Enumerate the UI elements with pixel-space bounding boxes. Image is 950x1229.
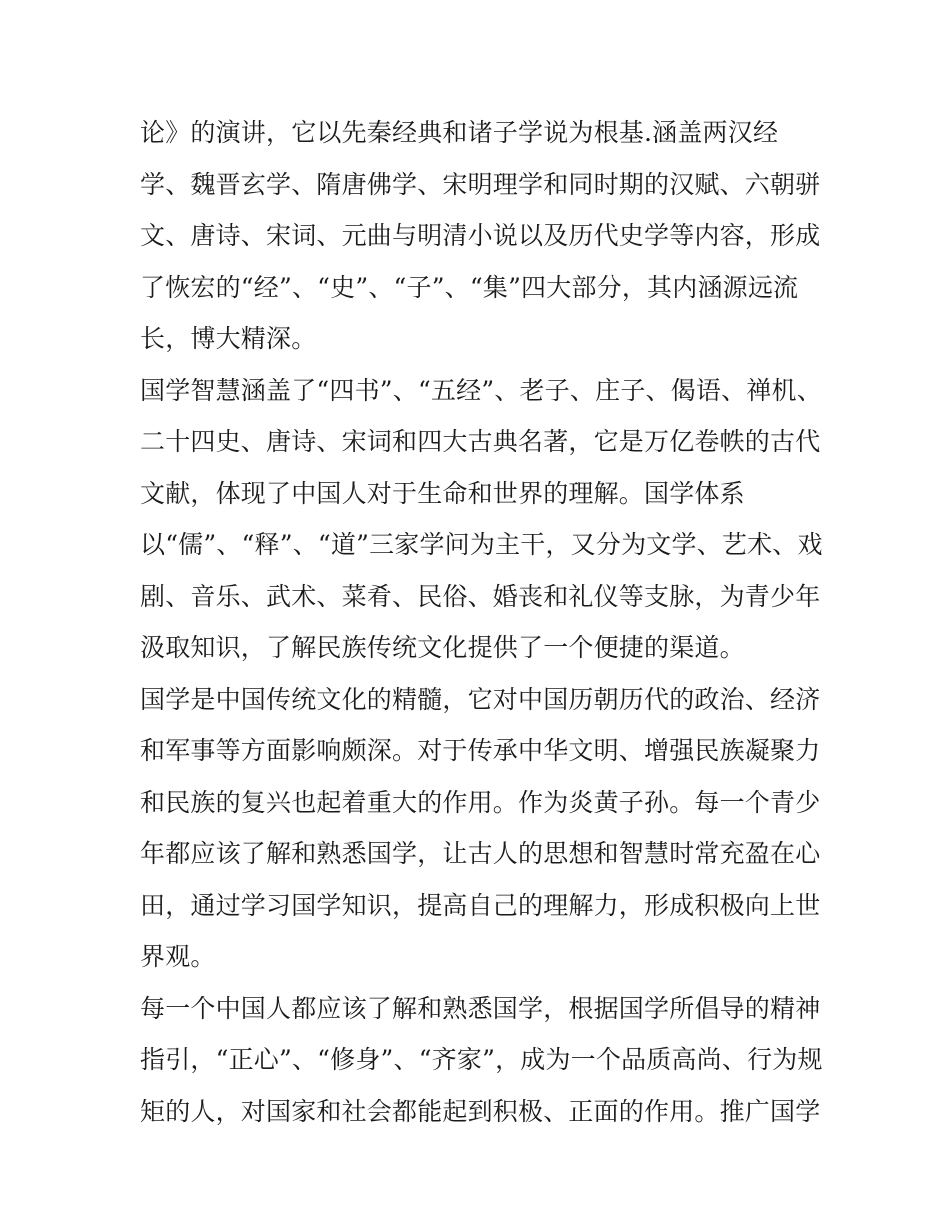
text-line: 汲取知识，了解民族传统文化提供了一个便捷的渠道。 bbox=[140, 633, 745, 662]
text-line: 每一个中国人都应该了解和熟悉国学，根据国学所倡导的精神 bbox=[140, 993, 821, 1023]
text-line: 论》的演讲，它以先秦经典和诸子学说为根基.涵盖两汉经 bbox=[140, 118, 779, 147]
text-line: 以“儒”、“释”、“道”三家学问为主干，又分为文学、艺术、戏 bbox=[140, 530, 823, 559]
text-line: 学、魏晋玄学、隋唐佛学、宋明理学和同时期的汉赋、六朝骈 bbox=[140, 169, 821, 199]
text-line: 年都应该了解和熟悉国学，让古人的思想和智慧时常充盈在心 bbox=[140, 839, 821, 868]
text-line: 文献，体现了中国人对于生命和世界的理解。国学体系 bbox=[140, 478, 745, 508]
text-line: 了恢宏的“经”、“史”、“子”、“集”四大部分，其内涵源远流 bbox=[140, 272, 799, 302]
text-line: 长，博大精深。 bbox=[140, 324, 317, 353]
text-line: 界观。 bbox=[140, 942, 216, 971]
document-body bbox=[140, 107, 823, 1137]
text-line: 田，通过学习国学知识，提高自己的理解力，形成积极向上世 bbox=[140, 890, 821, 920]
text-line: 文、唐诗、宋词、元曲与明清小说以及历代史学等内容，形成 bbox=[140, 221, 821, 250]
text-line: 和军事等方面影响颇深。对于传承中华文明、增强民族凝聚力 bbox=[140, 736, 821, 765]
text-line: 国学智慧涵盖了“四书”、“五经”、老子、庄子、偈语、禅机、 bbox=[140, 375, 822, 405]
text-line: 国学是中国传统文化的精髓，它对中国历朝历代的政治、经济 bbox=[140, 684, 821, 714]
text-line: 和民族的复兴也起着重大的作用。作为炎黄子孙。每一个青少 bbox=[140, 787, 821, 817]
text-line: 指引，“正心”、“修身”、“齐家”，成为一个品质高尚、行为规 bbox=[140, 1045, 823, 1074]
text-line: 剧、音乐、武术、菜肴、民俗、婚丧和礼仪等支脉，为青少年 bbox=[140, 581, 821, 611]
text-line: 二十四史、唐诗、宋词和四大古典名著，它是万亿卷帙的古代 bbox=[140, 427, 821, 456]
text-line: 矩的人，对国家和社会都能起到积极、正面的作用。推广国学 bbox=[140, 1096, 821, 1126]
